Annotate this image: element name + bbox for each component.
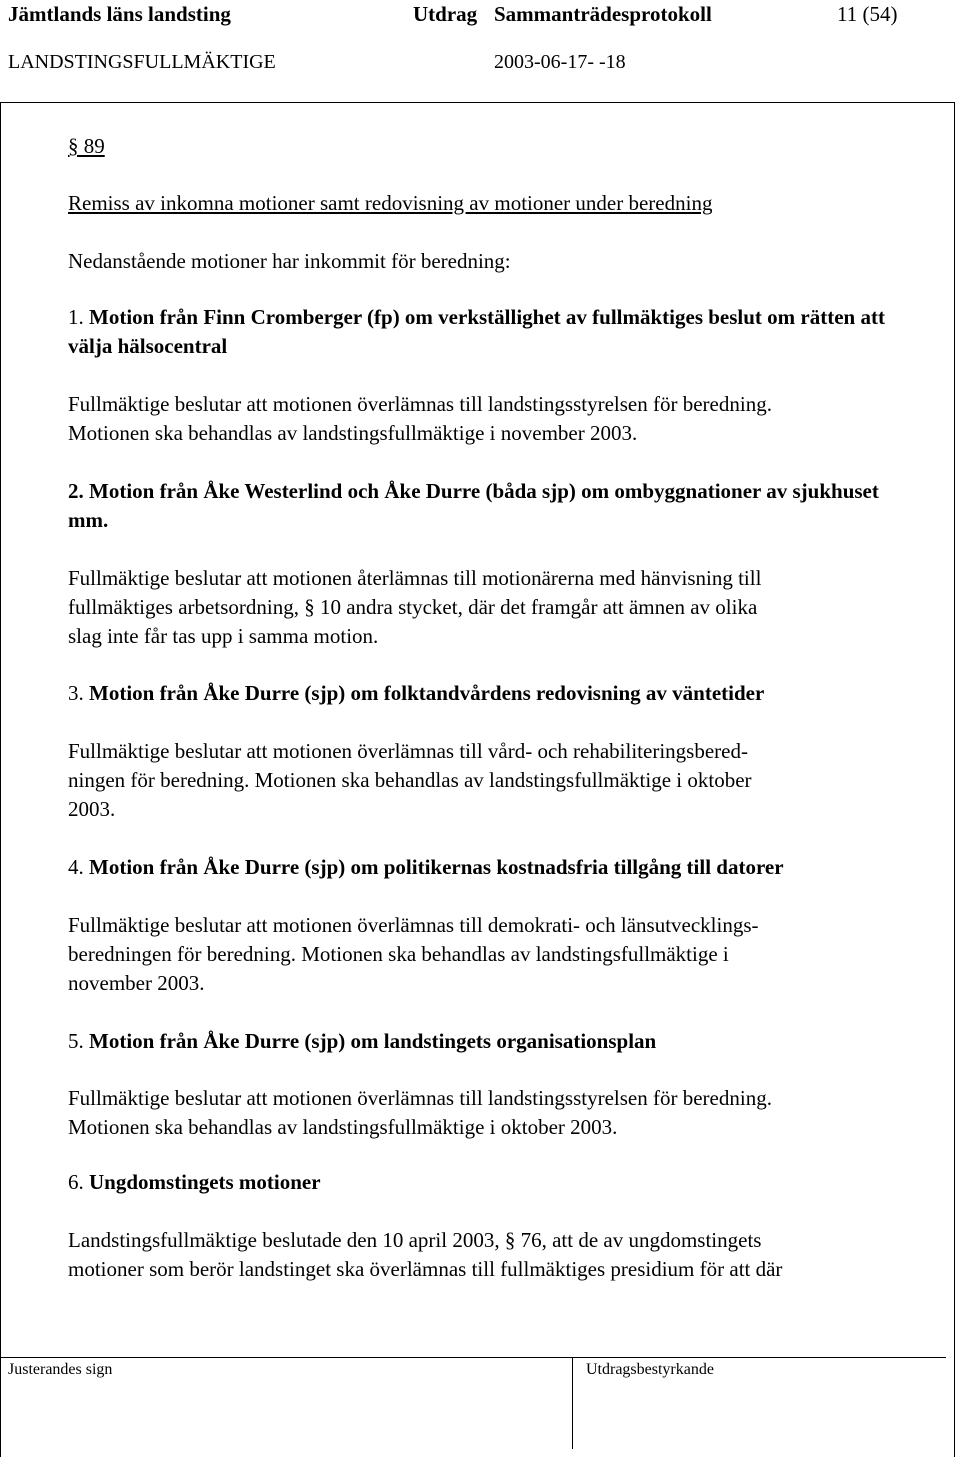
motion-item-number: 6. (68, 1170, 84, 1194)
organization-name: Jämtlands läns landsting (8, 2, 231, 26)
footer-signature-label: Justerandes sign (8, 1361, 113, 1378)
decision-line: Motionen ska behandlas av landstingsfullmäktige i november 2003. (68, 421, 638, 445)
motion-item-2-heading (68, 477, 913, 535)
section-intro: Nedanstående motioner har inkommit för beredning: (68, 249, 511, 273)
section-title: Remiss av inkomna motioner samt redovisning av motioner under beredning (68, 191, 713, 215)
motion-item-4-heading (68, 853, 913, 882)
motion-item-title: Motion från Åke Westerlind och Åke Durre (båda sjp) om ombyggnationer av sjukhuset mm. (68, 479, 879, 532)
motion-item-6-heading (68, 1168, 913, 1197)
motion-item-number: 1. (68, 305, 84, 329)
motion-item-3-heading (68, 679, 913, 708)
meeting-date: 2003-06-17- -18 (494, 51, 626, 73)
motion-item-number: 2. (68, 479, 84, 503)
paragraph-number: § 89 (68, 134, 105, 158)
motion-item-2-decision (68, 564, 913, 651)
decision-line: Fullmäktige beslutar att motionen överlämnas till landstingsstyrelsen för beredning. (68, 1086, 772, 1110)
decision-line: Fullmäktige beslutar att motionen överlämnas till landstingsstyrelsen för beredning. (68, 392, 772, 416)
motion-item-title: Motion från Åke Durre (sjp) om folktandvårdens redovisning av väntetider (89, 681, 765, 705)
motion-item-4-decision (68, 911, 913, 998)
decision-line: beredningen för beredning. Motionen ska behandlas av landstingsfullmäktige i (68, 942, 729, 966)
footer-divider (572, 1357, 573, 1449)
decision-line: Landstingsfullmäktige beslutade den 10 april 2003, § 76, att de av ungdomstingets (68, 1228, 762, 1252)
document-type: Utdrag (413, 2, 478, 26)
decision-line: Fullmäktige beslutar att motionen återlämnas till motionärerna med hänvisning till (68, 566, 762, 590)
decision-line: Fullmäktige beslutar att motionen överlämnas till vård- och rehabiliteringsbered- (68, 739, 748, 763)
decision-line: motioner som berör landstinget ska överlämnas till fullmäktiges presidium för att där (68, 1257, 783, 1281)
decision-line: Fullmäktige beslutar att motionen överlämnas till demokrati- och länsutvecklings- (68, 913, 759, 937)
motion-item-title: Motion från Finn Cromberger (fp) om verkställighet av fullmäktiges beslut om rätten att välja hälsocentral (68, 305, 885, 358)
motion-item-number: 3. (68, 681, 84, 705)
motion-item-5-heading (68, 1027, 913, 1056)
footer-rule (0, 1357, 946, 1358)
decision-line: slag inte får tas upp i samma motion. (68, 624, 379, 648)
decision-line: Motionen ska behandlas av landstingsfullmäktige i oktober 2003. (68, 1115, 618, 1139)
assembly-name: LANDSTINGSFULLMÄKTIGE (8, 51, 276, 73)
motion-item-number: 4. (68, 855, 84, 879)
document-title: Sammanträdesprotokoll (494, 2, 712, 26)
motion-item-1-decision (68, 390, 913, 448)
decision-line: november 2003. (68, 971, 205, 995)
decision-line: fullmäktiges arbetsordning, § 10 andra stycket, där det framgår att ämnen av olika (68, 595, 758, 619)
motion-item-6-decision (68, 1226, 913, 1284)
decision-line: 2003. (68, 797, 116, 821)
decision-line: ningen för beredning. Motionen ska behandlas av landstingsfullmäktige i oktober (68, 768, 752, 792)
motion-item-title: Motion från Åke Durre (sjp) om politikernas kostnadsfria tillgång till datorer (89, 855, 784, 879)
motion-item-title: Motion från Åke Durre (sjp) om landstingets organisationsplan (89, 1029, 657, 1053)
motion-item-3-decision (68, 737, 913, 824)
motion-item-number: 5. (68, 1029, 84, 1053)
page-number: 11 (54) (837, 2, 898, 26)
footer-certification-label: Utdragsbestyrkande (586, 1361, 714, 1378)
motion-item-title: Ungdomstingets motioner (89, 1170, 321, 1194)
motion-item-1-heading (68, 303, 913, 361)
motion-item-5-decision (68, 1084, 913, 1142)
